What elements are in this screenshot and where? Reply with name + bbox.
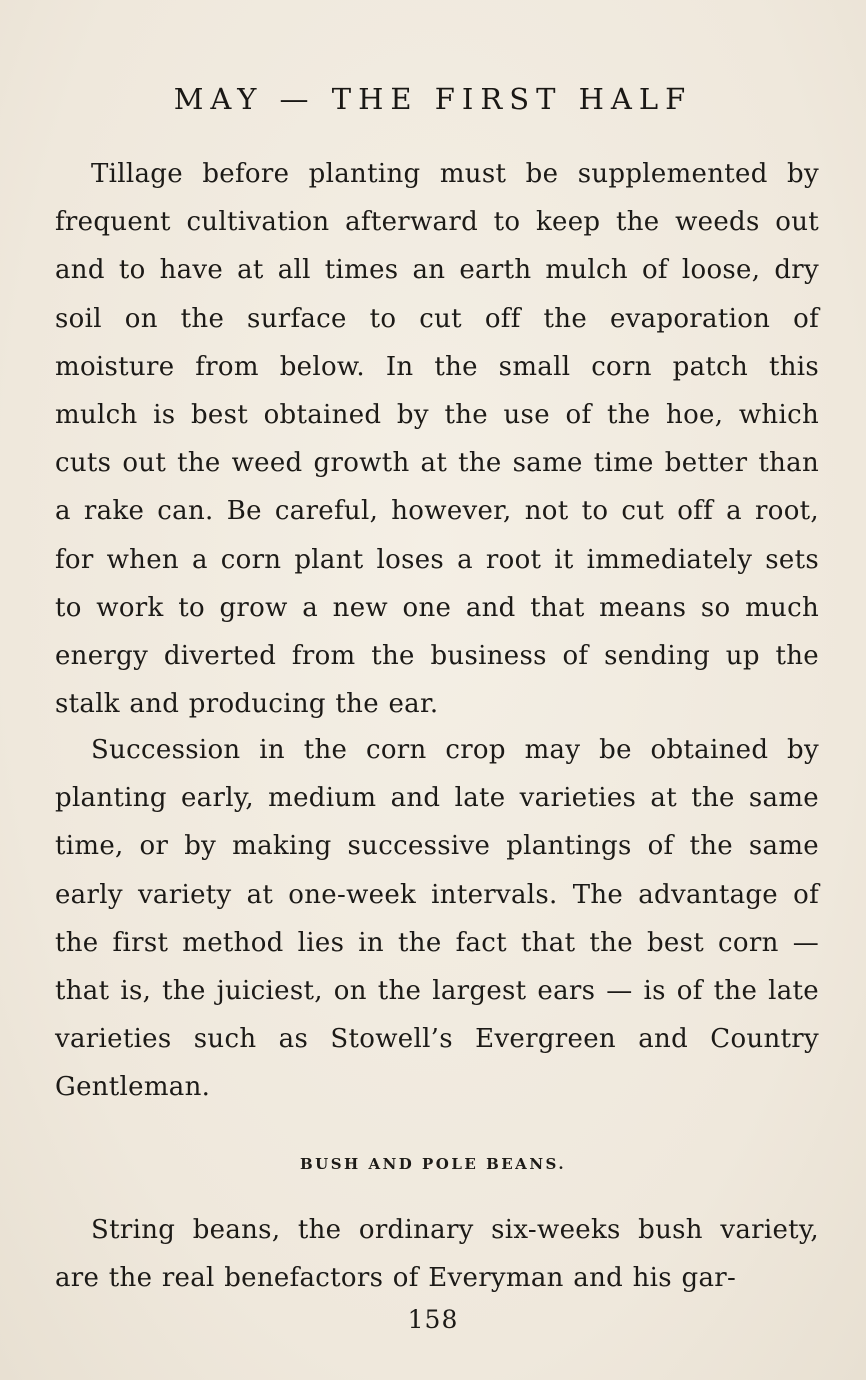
running-header: MAY — THE FIRST HALF (173, 82, 693, 116)
paragraph-text: Succession in the corn crop may be obtained by planting early, medium and late varieties at the same time, or by making successive plantings of the same early variety at one-week intervals. The advantage of the first method lies in the fact that the best corn — that is, the juiciest, on the largest ears — is of the late varieties such as Stowell’s Evergreen and Country Gentleman. (55, 735, 819, 1103)
paragraph-tillage (55, 150, 819, 728)
paragraph-succession (55, 726, 819, 1112)
paragraph-text: Tillage before planting must be supplemented by frequent cultivation afterward to keep the weeds out and to have at all times an earth mulch of loose, dry soil on the surface to cut off the evaporation of moisture from below. In the small corn patch this mulch is best obtained by the use of the hoe, which cuts out the weed growth at the same time better than a rake can. Be careful, however, not to cut off a root, for when a corn plant loses a root it immediately sets to work to grow a new one and that means so much energy diverted from the business of sending up the stalk and producing the ear. (55, 159, 819, 720)
section-heading: BUSH AND POLE BEANS. (299, 1155, 567, 1173)
page-number: 158 (407, 1305, 459, 1334)
paragraph-string-beans (55, 1206, 819, 1302)
paragraph-text: String beans, the ordinary six-weeks bush variety, are the real benefactors of Everyman and his gar- (55, 1215, 819, 1294)
